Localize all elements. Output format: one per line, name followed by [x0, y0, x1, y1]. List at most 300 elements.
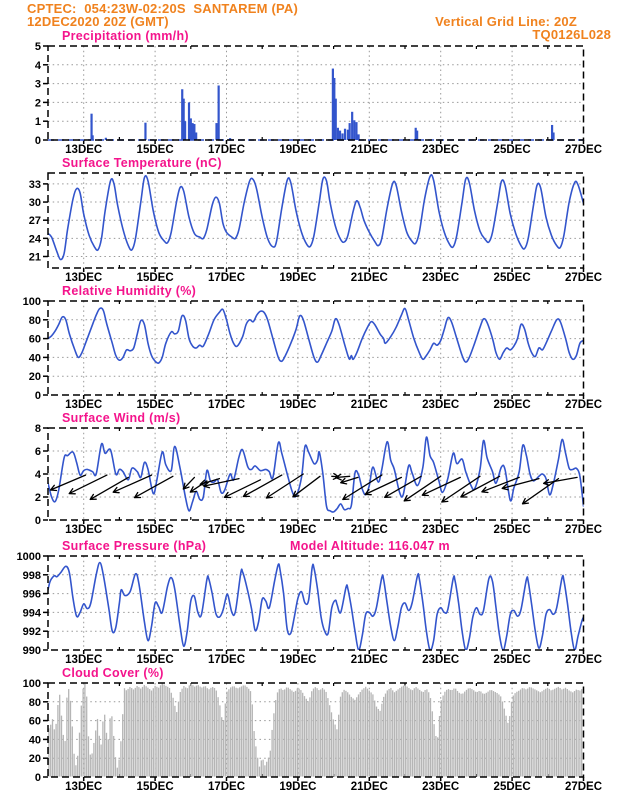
x-tick-label: 21DEC: [350, 399, 388, 411]
y-tick-label: 2: [34, 97, 41, 110]
cloud-bar: [495, 692, 496, 777]
cloud-bar: [320, 689, 321, 776]
cloud-bar: [277, 692, 278, 776]
cloud-bar: [491, 690, 492, 776]
cloud-bar: [473, 690, 474, 776]
cloud-bar: [203, 687, 204, 777]
cloud-bar: [280, 689, 281, 777]
cloud-bar: [558, 687, 559, 777]
cloud-bar: [313, 689, 314, 777]
cloud-bar: [392, 690, 393, 776]
x-tick-label: 25DEC: [493, 654, 531, 666]
cloud-bar: [192, 685, 193, 776]
cloud-bar: [226, 692, 227, 777]
grid-line-note: Vertical Grid Line: 20Z: [435, 14, 577, 29]
cloud-bar: [133, 689, 134, 776]
cloud-bar: [237, 688, 238, 776]
x-tick-label: 25DEC: [493, 524, 531, 536]
x-tick-label: 19DEC: [279, 399, 317, 411]
x-tick-label: 25DEC: [493, 781, 531, 793]
y-tick-label: 992: [22, 626, 41, 639]
x-tick-label: 27DEC: [564, 399, 603, 411]
cloud-bar: [385, 694, 386, 777]
cloud-bar: [331, 712, 332, 776]
station-header: CPTEC: 054:23W-02:20S SANTAREM (PA): [27, 1, 299, 16]
cloud-bar: [131, 688, 132, 777]
cloud-bar: [574, 691, 575, 777]
cloud-bar: [403, 686, 404, 777]
cloud-bar: [417, 688, 418, 776]
cloud-bar: [57, 705, 58, 777]
cloud-bar: [266, 762, 267, 777]
cloud-bar: [208, 689, 209, 776]
cloud-bar: [405, 685, 406, 776]
cloud-bar: [135, 688, 136, 777]
x-tick-label: 13DEC: [65, 524, 103, 536]
cloud-bar: [50, 725, 51, 777]
cloud-bar: [568, 690, 569, 776]
cloud-bar: [511, 702, 512, 777]
cloud-bar: [59, 695, 60, 777]
cloud-bar: [532, 688, 533, 776]
x-tick-label: 19DEC: [279, 781, 317, 793]
cloud-bar: [77, 756, 78, 777]
cloud-bar: [153, 688, 154, 776]
cloud-bar: [115, 757, 116, 776]
x-tick-label: 21DEC: [350, 144, 388, 156]
cloud-bar: [448, 689, 449, 777]
cloud-bar: [183, 686, 184, 777]
cloud-bar: [127, 689, 128, 777]
y-tick-label: 21: [28, 251, 41, 264]
cloud-bar: [279, 689, 280, 777]
wind-arrow: [293, 476, 320, 497]
y-tick-label: 0: [34, 772, 41, 784]
surface-wind-panel: [35, 411, 602, 536]
cloud-bar: [518, 691, 519, 777]
y-tick-label: 0: [34, 515, 41, 527]
cloud-bar: [154, 686, 155, 777]
cloud-bar: [540, 692, 541, 776]
cloud-bar: [219, 705, 220, 776]
relative-humidity-panel: [23, 284, 602, 411]
x-tick-label: 13DEC: [65, 781, 103, 793]
precip-bar: [552, 132, 554, 140]
cloud-bar: [523, 688, 524, 776]
x-tick-label: 23DEC: [422, 144, 460, 156]
x-tick-label: 21DEC: [350, 272, 388, 284]
cloud-bar: [577, 690, 578, 777]
cloud-bar: [358, 694, 359, 776]
cloud-bar: [410, 689, 411, 776]
cloud-bar: [547, 688, 548, 777]
cloud-bar: [527, 689, 528, 777]
precip-bar: [337, 128, 339, 140]
wind-arrow: [336, 474, 350, 480]
cloud-bar: [541, 691, 542, 776]
cloud-bar: [147, 688, 148, 777]
y-tick-label: 100: [22, 678, 41, 690]
cloud-bar: [347, 692, 348, 776]
surface-wind-line: [48, 437, 584, 512]
x-tick-label: 19DEC: [279, 524, 317, 536]
cloud-bar: [118, 760, 119, 777]
cloud-bar: [122, 714, 123, 776]
cloud-bar: [365, 687, 366, 777]
cloud-bar: [295, 691, 296, 777]
cloud-bar: [275, 700, 276, 777]
cloud-bar: [293, 692, 294, 777]
cloud-bar: [345, 691, 346, 777]
x-tick-label: 21DEC: [350, 781, 388, 793]
cloud-bar: [363, 688, 364, 776]
cloud-bar: [439, 716, 440, 777]
cloud-bar: [500, 696, 501, 776]
cloud-bar: [185, 687, 186, 776]
cloud-bar: [205, 686, 206, 776]
y-tick-label: 3: [34, 78, 41, 91]
y-tick-label: 24: [28, 233, 41, 246]
run-date-header: 12DEC2020 20Z (GMT): [27, 14, 169, 29]
surface-pressure-annotation: Model Altitude: 116.047 m: [290, 539, 450, 553]
x-tick-label: 13DEC: [65, 272, 103, 284]
cloud-bar: [190, 683, 191, 776]
cloud-bar: [55, 724, 56, 777]
cloud-bar: [217, 697, 218, 776]
cloud-bar: [522, 688, 523, 776]
cloud-bar: [451, 690, 452, 777]
cloud-bar: [255, 746, 256, 776]
cloud-bar: [243, 685, 244, 776]
x-tick-label: 15DEC: [136, 144, 174, 156]
y-tick-label: 40: [28, 352, 41, 365]
cloud-bar: [388, 689, 389, 777]
cloud-bar: [151, 690, 152, 776]
cloud-bar: [196, 686, 197, 777]
cloud-bar: [354, 700, 355, 777]
cloud-bar: [268, 758, 269, 777]
cloud-bar: [493, 691, 494, 777]
cloud-bar: [471, 689, 472, 777]
cloud-bar: [156, 687, 157, 777]
cloud-bar: [244, 685, 245, 776]
cloud-bar: [64, 741, 65, 777]
cloud-bar: [477, 692, 478, 777]
cloud-bar: [444, 692, 445, 777]
precip-bar: [144, 123, 146, 140]
cloud-bar: [376, 707, 377, 777]
cloud-cover-title: Cloud Cover (%): [62, 666, 164, 680]
cloud-bar: [198, 685, 199, 776]
cloud-bar: [180, 692, 181, 777]
cloud-bar: [307, 701, 308, 776]
precip-bar: [351, 112, 353, 140]
cloud-bar: [516, 692, 517, 777]
cloud-bar: [543, 690, 544, 777]
cloud-bar: [460, 694, 461, 777]
cloud-bar: [214, 688, 215, 777]
y-tick-label: 30: [28, 197, 41, 210]
cloud-bar: [250, 691, 251, 777]
cloud-bar: [372, 694, 373, 776]
cloud-bar: [356, 697, 357, 776]
y-tick-label: 0: [34, 390, 41, 402]
precip-bar: [416, 131, 418, 140]
cloud-bar: [370, 692, 371, 776]
cloud-bar: [442, 695, 443, 776]
cloud-bar: [336, 729, 337, 776]
cloud-bar: [462, 693, 463, 776]
cloud-bar: [100, 745, 101, 777]
plot-frame: [48, 556, 584, 650]
wind-arrow: [544, 477, 578, 485]
y-tick-label: 33: [28, 178, 41, 191]
cloud-bar: [401, 687, 402, 777]
cloud-bar: [297, 688, 298, 776]
cloud-bar: [338, 715, 339, 777]
wind-arrow: [69, 475, 107, 494]
cloud-bar: [248, 689, 249, 777]
cloud-bar: [572, 692, 573, 776]
cloud-bar: [109, 718, 110, 776]
cloud-bar: [378, 709, 379, 777]
cloud-bar: [86, 697, 87, 777]
x-tick-label: 17DEC: [207, 781, 246, 793]
cloud-bar: [415, 687, 416, 777]
cloud-bar: [399, 688, 400, 777]
cloud-bar: [91, 753, 92, 776]
x-tick-label: 13DEC: [65, 654, 103, 666]
cloud-bar: [446, 690, 447, 777]
cloud-bar: [324, 690, 325, 777]
cloud-bar: [502, 701, 503, 776]
cloud-bar: [63, 735, 64, 777]
cloud-bar: [351, 697, 352, 777]
cloud-bar: [513, 696, 514, 777]
relative-humidity-line: [48, 308, 584, 363]
cloud-bar: [252, 704, 253, 776]
cloud-bar: [538, 691, 539, 776]
cloud-bar: [160, 685, 161, 776]
cloud-bar: [419, 690, 420, 777]
cloud-bar: [241, 686, 242, 776]
cloud-bar: [306, 699, 307, 777]
surface-temperature-title: Surface Temperature (nC): [62, 156, 222, 170]
cloud-bar: [487, 692, 488, 777]
cloud-bar: [66, 698, 67, 777]
cloud-bar: [498, 694, 499, 776]
cloud-bar: [99, 736, 100, 777]
cloud-bar: [235, 688, 236, 777]
y-tick-label: 990: [22, 645, 41, 657]
cloud-bar: [90, 755, 91, 777]
cloud-bar: [437, 737, 438, 776]
cloud-bar: [253, 731, 254, 777]
cloud-bar: [327, 698, 328, 777]
precip-bar: [341, 133, 343, 140]
cloud-bar: [97, 719, 98, 777]
cloud-bar: [212, 687, 213, 777]
cloud-bar: [113, 736, 114, 777]
cloud-bar: [426, 689, 427, 776]
cloud-bar: [61, 716, 62, 777]
cloud-bar: [300, 690, 301, 777]
cloud-bar: [144, 685, 145, 777]
cloud-bar: [342, 692, 343, 776]
cloud-bar: [441, 700, 442, 776]
precip-bar: [344, 129, 346, 140]
precipitation-panel: [35, 29, 602, 156]
x-tick-label: 17DEC: [207, 654, 246, 666]
cloud-bar: [246, 687, 247, 777]
cloud-bar: [397, 689, 398, 776]
y-tick-label: 20: [28, 753, 41, 766]
cloud-bar: [68, 689, 69, 777]
precip-bar: [357, 134, 359, 140]
cloud-bar: [167, 687, 168, 777]
cloud-bar: [379, 711, 380, 777]
cloud-bar: [475, 692, 476, 777]
cloud-bar: [138, 687, 139, 776]
x-tick-label: 13DEC: [65, 144, 103, 156]
cloud-bar: [288, 688, 289, 777]
cloud-bar: [550, 690, 551, 776]
cloud-bar: [396, 691, 397, 777]
cloud-bar: [230, 687, 231, 776]
cloud-bar: [176, 712, 177, 777]
x-tick-label: 19DEC: [279, 144, 317, 156]
cloud-bar: [556, 688, 557, 777]
plot-frame: [48, 46, 584, 140]
cloud-bar: [531, 687, 532, 776]
precipitation-title: Precipitation (mm/h): [62, 29, 189, 43]
x-tick-label: 15DEC: [136, 399, 174, 411]
cloud-bar: [576, 690, 577, 777]
cloud-bar: [95, 730, 96, 776]
precip-bar: [335, 99, 337, 140]
cloud-bar: [304, 696, 305, 776]
cloud-bar: [343, 690, 344, 777]
cloud-bar: [534, 689, 535, 776]
x-tick-label: 27DEC: [564, 144, 603, 156]
cloud-bar: [565, 688, 566, 777]
y-tick-label: 60: [28, 715, 41, 728]
x-tick-label: 19DEC: [279, 654, 317, 666]
cloud-bar: [423, 692, 424, 777]
cloud-bar: [79, 733, 80, 777]
cloud-bar: [70, 701, 71, 777]
cloud-bar: [111, 716, 112, 776]
cloud-bar: [262, 760, 263, 777]
cloud-bar: [286, 687, 287, 776]
x-tick-label: 15DEC: [136, 272, 174, 284]
cloud-bar: [264, 765, 265, 776]
cloud-bar: [464, 692, 465, 777]
y-tick-label: 100: [22, 296, 41, 308]
surface-pressure-line: [48, 563, 584, 651]
cloud-bar: [432, 711, 433, 776]
cloud-bar: [270, 751, 271, 777]
cloud-bar: [174, 706, 175, 777]
cloud-bar: [505, 716, 506, 777]
cloud-bar: [75, 765, 76, 776]
precip-bar: [349, 123, 351, 140]
cloud-bar: [210, 688, 211, 777]
cloud-bar: [455, 689, 456, 777]
cloud-bar: [136, 686, 137, 777]
x-tick-label: 17DEC: [207, 524, 246, 536]
x-tick-label: 25DEC: [493, 399, 531, 411]
cloud-bar: [165, 686, 166, 777]
cloud-bar: [169, 688, 170, 777]
cloud-bar: [181, 689, 182, 777]
y-tick-label: 2: [34, 492, 41, 504]
cloud-cover-panel: [23, 666, 602, 793]
cloud-bar: [536, 690, 537, 776]
cloud-bar: [525, 689, 526, 776]
cloud-bar: [333, 719, 334, 776]
cloud-bar: [228, 689, 229, 776]
x-tick-label: 21DEC: [350, 654, 388, 666]
y-tick-label: 994: [22, 607, 41, 620]
cloud-bar: [178, 702, 179, 777]
y-tick-label: 20: [28, 371, 41, 384]
y-tick-label: 8: [34, 423, 41, 435]
cloud-bar: [223, 720, 224, 777]
cloud-bar: [102, 721, 103, 776]
cloud-bar: [457, 691, 458, 777]
cloud-bar: [529, 687, 530, 776]
x-tick-label: 27DEC: [564, 272, 603, 284]
cloud-bar: [352, 698, 353, 776]
cloud-bar: [207, 688, 208, 776]
cloud-bar: [84, 684, 85, 777]
cloud-bar: [140, 689, 141, 777]
cloud-bar: [367, 689, 368, 777]
cloud-bar: [394, 692, 395, 776]
cloud-bar: [221, 717, 222, 776]
precip-bar: [353, 120, 355, 140]
cloud-bar: [435, 736, 436, 777]
cloud-bar: [201, 687, 202, 776]
model-code: TQ0126L028: [532, 27, 611, 42]
cloud-bar: [349, 695, 350, 777]
cloud-bar: [554, 689, 555, 777]
surface-wind-title: Surface Wind (m/s): [62, 411, 181, 425]
cloud-bar: [559, 688, 560, 777]
cloud-bar: [289, 689, 290, 777]
y-tick-label: 4: [34, 59, 41, 72]
cloud-bar: [239, 687, 240, 776]
cloud-bar: [361, 690, 362, 777]
cloud-bar: [424, 690, 425, 777]
cloud-bar: [81, 706, 82, 777]
cloud-bar: [284, 689, 285, 776]
cloud-bar: [124, 688, 125, 776]
wind-arrow: [113, 475, 151, 493]
cloud-bar: [73, 754, 74, 777]
surface-temperature-line: [48, 175, 584, 260]
y-tick-label: 6: [34, 446, 41, 458]
cloud-bar: [408, 688, 409, 777]
cloud-bar: [469, 688, 470, 776]
cloud-bar: [468, 688, 469, 776]
surface-pressure-title: Surface Pressure (hPa): [62, 539, 207, 553]
cloud-bar: [322, 688, 323, 777]
x-tick-label: 17DEC: [207, 399, 246, 411]
x-tick-label: 27DEC: [564, 781, 603, 793]
precip-bar: [195, 132, 197, 140]
